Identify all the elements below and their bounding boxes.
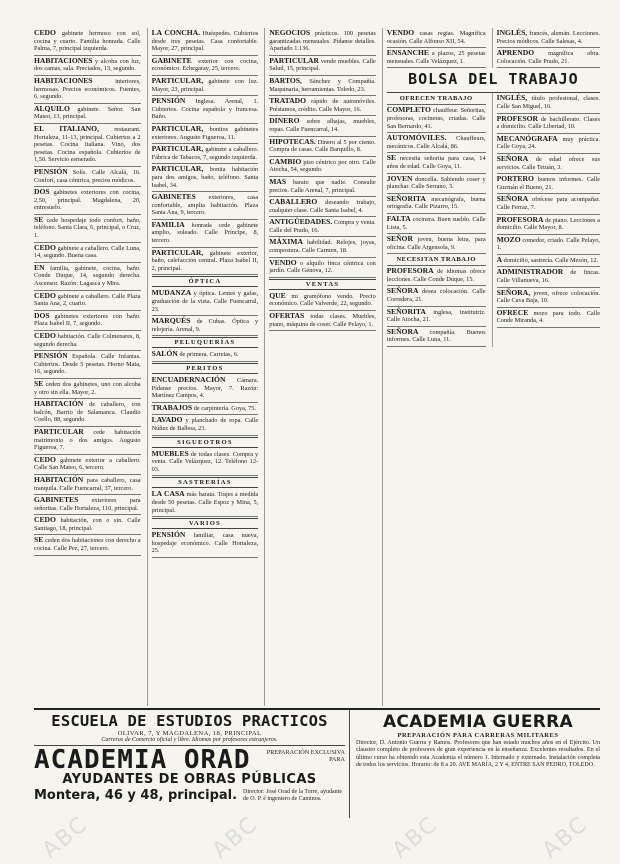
ad-text: inglesa, institutriz. Calle Atocha, 21. bbox=[386, 308, 486, 324]
abc-watermark: ABC bbox=[537, 811, 594, 864]
escuela-title: ESCUELA DE ESTUDIOS PRACTICOS bbox=[51, 712, 328, 730]
ad-lead-word: PARTICULAR bbox=[34, 426, 84, 436]
classified-ad bbox=[269, 197, 376, 217]
academia-guerra-body: Director, D. Antonio Guerra y Ramos. Profesores que han estado muchos años en el Ejército. Un claustro completo de profesores de gran experiencia en la enseñanza. Excelentes resultados. En el último curso ha obtenido esta Academia el número 1. Internado y externado. Instalación completa de todos los servicios. Horario: de 8 a 20. AVE MARÍA, 2 Y 4, ENTRE SAN PEDRO, TOLEDO. bbox=[356, 740, 600, 769]
classified-ad bbox=[269, 237, 376, 257]
classified-columns bbox=[34, 28, 600, 706]
classified-ad bbox=[34, 427, 141, 455]
classified-ad bbox=[34, 187, 141, 215]
orad-prep: PREPARACIÓN EXCLUSIVA PARA bbox=[266, 749, 345, 764]
ad-text: y planchado de ropa. Calle Núñez de Balboa, 23. bbox=[151, 417, 259, 432]
classified-ad bbox=[34, 56, 141, 76]
ad-lead-word: CABALLERO bbox=[269, 197, 318, 207]
ad-lead-word: A bbox=[496, 254, 503, 264]
bolsa-body bbox=[387, 93, 600, 347]
ad-text: Cámara. Pídanse precios. Mayor, 7. Razón: Martínez Campos, 4. bbox=[151, 377, 259, 400]
classified-ad bbox=[387, 28, 486, 48]
ad-text: habitación, con o sin. Calle Santiago, 18, principal. bbox=[34, 517, 141, 532]
classified-ad bbox=[387, 266, 486, 286]
ad-text: Española. Calle Infantas. Cubiertos. Desde 5 pesetas. Horno Mata, 16, segundo. bbox=[34, 353, 141, 376]
bolsa-right bbox=[492, 93, 600, 347]
ad-lead-word: MOZO bbox=[496, 234, 521, 244]
ad-lead-word: ADMINISTRADOR bbox=[496, 267, 564, 277]
classified-ad bbox=[269, 56, 376, 76]
classified-ad bbox=[152, 316, 259, 336]
ad-text: de piano. Lecciones a domicilio. Calle Mayor, 8. bbox=[496, 216, 600, 232]
classified-ad bbox=[34, 495, 141, 515]
ad-lead-word: HIPOTECAS. bbox=[269, 136, 316, 146]
ad-text: de idiomas ofrece lecciones. Calle Conde Duque, 15. bbox=[386, 268, 486, 283]
ad-lead-word: CEDO bbox=[34, 515, 56, 525]
section-heading: ÓPTICA bbox=[152, 276, 259, 287]
ad-lead-word: CAMBIO bbox=[269, 156, 302, 166]
abc-watermark: ABC bbox=[37, 811, 94, 864]
classified-ad bbox=[152, 144, 259, 164]
ad-text: y alcoba con luz, dos camas, sala. Preciados, 13, segundo. bbox=[34, 57, 141, 73]
classified-ad bbox=[34, 379, 141, 399]
section-heading: SASTRERÍAS bbox=[152, 477, 259, 488]
section-heading: VARIOS bbox=[152, 518, 259, 529]
ad-text: de todas clases. Compra y venta. Calle Velázquez, 12. Teléfono 12-03. bbox=[151, 450, 259, 473]
classified-ad bbox=[152, 530, 259, 558]
classified-ad bbox=[269, 291, 376, 311]
ad-text: gabinete con luz. Mayor, 23, principal. bbox=[151, 77, 259, 93]
classified-ad bbox=[152, 164, 259, 192]
column-2 bbox=[147, 28, 259, 706]
ad-lead-word: FALTA bbox=[386, 213, 411, 223]
orad-director: Director: José Orad de la Torre, ayudante de O. P. é ingeniero de Caminos. bbox=[243, 788, 342, 802]
ad-text: piso céntrico por otro. Calle Atocha, 54, segundo. bbox=[269, 158, 376, 174]
abc-watermark: ABC bbox=[207, 811, 264, 864]
ad-lead-word: CEDO bbox=[34, 242, 56, 252]
ad-lead-word: EL ITALIANO, bbox=[34, 123, 99, 133]
orad-title: ACADEMIA ORAD bbox=[34, 745, 251, 775]
classified-ad bbox=[269, 157, 376, 177]
ad-lead-word: JOVEN bbox=[386, 173, 413, 183]
classified-ad bbox=[387, 174, 486, 194]
ad-lead-word: LA CASA bbox=[151, 489, 185, 499]
ad-text: ceden dos habitaciones con derecho a cocina. Calle Pez, 27, tercero. bbox=[34, 537, 141, 553]
classified-ad bbox=[497, 174, 600, 194]
ad-text: muy práctica. Calle Goya, 24. bbox=[496, 135, 600, 151]
ad-text: Huéspedes. Cubiertos desde tres pesetas. Casa confortable. Mayor, 27, principal. bbox=[151, 30, 259, 53]
ad-lead-word: CEDO bbox=[34, 28, 56, 37]
ad-lead-word: PORTERO bbox=[496, 174, 534, 184]
classified-ad bbox=[152, 248, 259, 276]
ad-lead-word: PROFESORA bbox=[386, 266, 434, 276]
ad-text: francés, alemán. Lecciones. Precios módicos. Calle Salesas, 4. bbox=[496, 30, 600, 45]
ad-text: Sánchez y Compañía. Maquinaria, herramientas. Toledo, 23. bbox=[269, 77, 376, 93]
classified-ad bbox=[34, 28, 141, 56]
classified-ad bbox=[497, 93, 600, 113]
classified-ad bbox=[269, 217, 376, 237]
ad-text: gabinete a caballero. Calle Luna, 14, segundo. Buena casa. bbox=[34, 244, 141, 260]
classified-ad bbox=[34, 515, 141, 535]
classified-ad bbox=[269, 177, 376, 197]
classified-ad bbox=[152, 403, 259, 416]
ad-lead-word: ENCUADERNACIÓN bbox=[151, 375, 226, 384]
montera-address: Montera, 46 y 48, principal. bbox=[34, 788, 238, 803]
academia-guerra-title: ACADEMIA GUERRA bbox=[382, 712, 574, 732]
section-heading: PERITOS bbox=[152, 363, 259, 374]
classified-ad bbox=[34, 311, 141, 331]
ad-text: barato que nadie. Consulte precios. Calle Arenal, 7, principal. bbox=[269, 178, 376, 194]
ad-text: de edad ofrece sus servicios. Calle Tetuán, 3. bbox=[496, 155, 600, 171]
classified-ad bbox=[152, 76, 259, 96]
section-heading: SIGUEOTROS bbox=[152, 437, 259, 448]
ad-lead-word: PARTICULAR, bbox=[151, 75, 204, 85]
ad-lead-word: GABINETES bbox=[151, 192, 196, 202]
ad-text: cocinera. Buen sueldo. Calle Lista, 5. bbox=[386, 215, 486, 231]
classified-ad bbox=[387, 105, 486, 133]
ad-lead-word: INGLÉS, bbox=[496, 28, 528, 37]
classified-ad bbox=[34, 291, 141, 311]
ad-text: joven, ofrece colocación. Calle Cava Baja, 10. bbox=[496, 289, 600, 305]
ad-lead-word: SEÑORA bbox=[386, 286, 419, 296]
classified-ad bbox=[152, 124, 259, 144]
ad-lead-word: PENSIÓN bbox=[34, 351, 68, 361]
ad-text: interiores, hermosas. Precios económicos. Fuentes, 6, segundo. bbox=[34, 77, 141, 101]
classified-ad bbox=[387, 48, 486, 68]
ad-lead-word: PARTICULAR bbox=[269, 55, 319, 65]
classified-ad bbox=[34, 455, 141, 475]
ad-text: rápido de automóviles. Préstamos, crédito. Calle Mayor, 16. bbox=[269, 98, 376, 113]
classified-ad bbox=[152, 349, 259, 362]
ad-text: para caballero, casa tranquila. Calle Fuencarral, 37, tercero. bbox=[34, 476, 141, 492]
classified-ad bbox=[152, 28, 259, 56]
classified-ad bbox=[387, 234, 486, 254]
ad-text: habitación. Calle Colmenares, 8, segundo derecha. bbox=[34, 333, 141, 348]
ad-text: restaurant. Hortaleza, 11-13, principal. Cubiertos a 2 pesetas. Cocina italiana. Vino, dos pesetas. Cocina española. Cubiertos de 1,50. Servicio esmerado. bbox=[34, 125, 141, 164]
classified-ad bbox=[387, 153, 486, 173]
ad-lead-word: SE bbox=[34, 214, 44, 224]
ad-lead-word: MUDANZA bbox=[151, 288, 192, 298]
ad-lead-word: HABITACIONES bbox=[34, 55, 93, 65]
ad-lead-word: SEÑORA, bbox=[496, 287, 531, 297]
column-1 bbox=[34, 28, 141, 706]
ad-lead-word: HABITACIONES bbox=[34, 75, 93, 85]
column-4 bbox=[382, 28, 600, 706]
ad-text: de carpintería. Goya, 75. bbox=[193, 404, 256, 412]
subsection-heading: OFRECEN TRABAJO bbox=[387, 93, 486, 105]
ad-text: bonita habitación para dos amigos, baño, teléfono. Santa Isabel, 34. bbox=[151, 166, 259, 189]
column-3 bbox=[264, 28, 376, 706]
classified-ad bbox=[387, 307, 486, 327]
ad-text: joven, buena letra, para oficina. Calle Argensola, 9. bbox=[386, 236, 486, 251]
ad-lead-word: PARTICULAR, bbox=[151, 144, 204, 154]
top-ads-right bbox=[492, 28, 600, 68]
classified-ad bbox=[497, 28, 600, 48]
classified-ad bbox=[34, 104, 141, 124]
ad-text: título profesional, clases. Calle San Miguel, 16. bbox=[496, 95, 600, 110]
ad-lead-word: QUE bbox=[269, 290, 286, 300]
ad-text: gabinete a caballero. Calle Plaza Santa Ana, 2, cuarto. bbox=[34, 292, 141, 308]
ad-lead-word: SEÑORITA bbox=[386, 306, 426, 316]
ad-text: gabinetes exteriores con baño. Plaza Isabel II, 7, segundo. bbox=[34, 312, 141, 328]
classified-ad bbox=[269, 76, 376, 96]
escuela-note: Carreras de Comercio oficial y libre. Idiomas por profesores extranjeros. bbox=[101, 737, 278, 743]
classified-ad bbox=[152, 96, 259, 124]
ad-lead-word: MAS bbox=[269, 176, 287, 186]
classified-ad bbox=[497, 134, 600, 154]
ad-lead-word: PENSIÓN bbox=[34, 166, 68, 176]
ad-lead-word: MECANÓGRAFA bbox=[496, 133, 558, 143]
ad-lead-word: MARQUÉS bbox=[151, 316, 191, 326]
ad-text: chauffeur. Señoritas, profesoras, cocineras, criadas. Calle San Bernardo, 41. bbox=[386, 107, 486, 130]
ad-text: ceden dos gabinetes, uno con alcoba y otro sin ella. Mayor, 2. bbox=[34, 380, 141, 396]
classified-ad bbox=[497, 154, 600, 174]
ayudantes-title: AYUDANTES DE OBRAS PÚBLICAS bbox=[62, 772, 317, 787]
classified-ad bbox=[34, 263, 141, 291]
ad-lead-word: GABINETES bbox=[34, 495, 79, 505]
ad-lead-word: DOS bbox=[34, 310, 50, 320]
classified-ad bbox=[34, 331, 141, 351]
ad-text: Inglesa. Arenal, 1. Cubiertos. Cocina española y francesa. Baño. bbox=[151, 98, 259, 121]
abc-watermark: ABC bbox=[387, 811, 444, 864]
ad-text: ofrécese para acompañar. Calle Ferraz, 7. bbox=[496, 196, 600, 211]
ad-lead-word: PROFESOR bbox=[496, 113, 538, 123]
classified-ad bbox=[387, 327, 486, 347]
ad-lead-word: SE bbox=[34, 378, 44, 388]
ad-lead-word: VENDO bbox=[386, 28, 415, 37]
ad-lead-word: EN bbox=[34, 262, 45, 272]
ad-lead-word: PARTICULAR, bbox=[151, 123, 204, 133]
ad-text: sobre alhajas, muebles, ropas. Calle Fuencarral, 14. bbox=[269, 118, 376, 133]
ad-lead-word: SE bbox=[386, 153, 397, 163]
ad-lead-word: LAVADO bbox=[151, 415, 183, 425]
ad-text: Chauffeurs, mecánicos. Calle Alcalá, 86. bbox=[386, 135, 486, 150]
ad-lead-word: MUEBLES bbox=[151, 448, 189, 458]
ad-text: deseando trabajo, cualquier clase. Calle Santa Isabel, 4. bbox=[269, 199, 376, 214]
ad-lead-word: CEDO bbox=[34, 454, 56, 464]
ad-text: gabinete hermoso con sol, cocina y cuarto. Familia honrada. Calle Palma, 7, principal izquierda. bbox=[34, 30, 141, 53]
ad-text: todas clases. Muebles, piano, máquina de coser. Calle Pelayo, 1. bbox=[269, 313, 376, 328]
academia-guerra-subtitle: PREPARACIÓN PARA CARRERAS MILITARES bbox=[397, 732, 559, 739]
classified-ad bbox=[497, 267, 600, 287]
ad-lead-word: SALÓN bbox=[151, 349, 178, 359]
classified-ad bbox=[34, 124, 141, 167]
ad-text: exteriores para señoritas. Calle Hortaleza, 110, principal. bbox=[34, 497, 141, 512]
ad-lead-word: DOS bbox=[34, 187, 50, 197]
ad-text: de primera. Carretas, 6. bbox=[179, 351, 239, 359]
classified-ad bbox=[497, 194, 600, 214]
ad-lead-word: SEÑORA bbox=[496, 153, 529, 163]
classified-ad bbox=[269, 116, 376, 136]
classified-ad bbox=[269, 311, 376, 331]
ad-text: Dinero al 5 por ciento. Compra de casas. Calle Barquillo, 8. bbox=[269, 138, 376, 154]
ad-lead-word: PROFESORA bbox=[496, 214, 544, 224]
ad-lead-word: CEDO bbox=[34, 290, 56, 300]
subsection-heading: NECESITAN TRABAJO bbox=[387, 254, 486, 266]
ad-lead-word: DINERO bbox=[269, 116, 300, 126]
classified-ad bbox=[34, 167, 141, 187]
ad-lead-word: AUTOMÓVILES. bbox=[386, 133, 447, 143]
ad-text: vende muebles. Calle Salud, 15, principal. bbox=[269, 57, 376, 73]
ad-lead-word: VENDO bbox=[269, 257, 297, 267]
classified-ad bbox=[152, 489, 259, 517]
ad-text: cede habitación matrimonio o dos amigos. Augusto Figueroa, 7. bbox=[34, 428, 141, 452]
ad-lead-word: TRATADO bbox=[269, 96, 307, 106]
classified-ad bbox=[387, 133, 486, 153]
ad-text: comedor, criado. Calle Pelayo, 1. bbox=[496, 236, 600, 252]
classified-ad bbox=[269, 258, 376, 278]
ad-text: exteriores, casa confortable, amplia habitación. Plaza Santa Ana, 9, tercero. bbox=[151, 194, 259, 217]
classified-ad bbox=[387, 214, 486, 234]
ad-text: gabinete exterior, baño, calefacción central. Plaza Isabel II, 2, principal. bbox=[151, 249, 259, 272]
ad-lead-word: BARTOS, bbox=[269, 75, 302, 85]
classified-ad bbox=[152, 375, 259, 403]
ad-lead-word: FAMILIA bbox=[151, 219, 185, 229]
classified-ad bbox=[497, 255, 600, 268]
classified-ad bbox=[152, 56, 259, 76]
ad-text: mecanógrafa, buena ortografía. Calle Pizarro, 15. bbox=[386, 195, 486, 211]
ad-text: gabinete exterior a caballero. Calle San Mateo, 6, tercero. bbox=[34, 456, 141, 472]
classified-ad bbox=[497, 288, 600, 308]
ad-text: gabinetes exteriores con cocina, 2,50, principal. Magdalena, 20, entresuelo. bbox=[34, 189, 141, 212]
ad-text: cede hospedaje todo confort, baño, teléfono. Santa Clara, 6, principal, o Cruz, 1. bbox=[34, 216, 141, 240]
classified-ad bbox=[34, 351, 141, 379]
classified-ad bbox=[387, 194, 486, 214]
ad-lead-word: COMPLETO bbox=[386, 105, 431, 115]
classified-ad bbox=[152, 449, 259, 477]
bolsa-del-trabajo-title: BOLSA DEL TRABAJO bbox=[387, 68, 600, 93]
ad-text: casas regias. Magnífica ocasión. Calle Alfonso XII, 54. bbox=[386, 30, 486, 45]
classified-ad bbox=[497, 215, 600, 235]
bottom-ads bbox=[34, 708, 600, 818]
ad-text: mozo para todo. Calle Conde Miranda, 4. bbox=[496, 309, 600, 325]
classified-ad bbox=[497, 235, 600, 255]
ad-text: de bachillerato. Clases a domicilio. Calle Libertad, 10. bbox=[496, 115, 600, 131]
ad-lead-word: OFERTAS bbox=[269, 311, 305, 321]
classified-ad bbox=[269, 137, 376, 157]
classified-ad bbox=[497, 308, 600, 328]
ad-lead-word: PENSIÓN bbox=[151, 530, 186, 540]
ad-text: más barata. Trajes a medida desde 50 pesetas. Calle Espoz y Mina, 5, principal. bbox=[151, 491, 259, 514]
ad-lead-word: NEGOCIOS bbox=[269, 28, 311, 37]
academia-guerra-block bbox=[350, 710, 600, 818]
ad-lead-word: PENSIÓN bbox=[151, 96, 186, 106]
ad-text: magnífica obra. Colocación. Calle Prado, 21. bbox=[496, 50, 600, 65]
section-heading: PELUQUERÍAS bbox=[152, 337, 259, 348]
classified-ad bbox=[497, 114, 600, 134]
ad-text: de caballero, con balcón, Barrio de Salamanca. Claudio Coello, 88, segundo. bbox=[34, 401, 141, 424]
ad-text: y óptica. Lentes y gafas, graduación de la vista. Calle Fuencarral, 23. bbox=[151, 290, 259, 313]
montera-row bbox=[34, 788, 345, 803]
escuela-address: OLIVAR, 7, Y MAGDALENA, 18, PRINCIPAL bbox=[117, 730, 262, 737]
ad-lead-word: CEDO bbox=[34, 331, 56, 340]
classified-ad bbox=[34, 399, 141, 427]
orad-row bbox=[34, 745, 345, 773]
bolsa-left bbox=[387, 93, 486, 347]
ad-text: familia, gabinete, cocina, baño. Conde Duque, 14, segundo derecha. Ascensor. Razón: Lagasca y Mira. bbox=[34, 264, 141, 288]
ad-text: necesita señorita para casa, 14 años de edad. Calle Goya, 11. bbox=[386, 155, 486, 170]
ad-text: domicilio, sastrería. Calle Mesón, 12. bbox=[503, 256, 599, 264]
ad-lead-word: SE bbox=[34, 535, 44, 545]
escuela-orad-block bbox=[34, 710, 350, 818]
ad-lead-word: APRENDO bbox=[496, 48, 535, 58]
ad-lead-word: OFRECE bbox=[496, 307, 529, 317]
ad-text: honrada cede gabinete amplio, soleado. Calle Príncipe, 8, tercero. bbox=[151, 221, 259, 245]
ad-lead-word: LA CONCHA. bbox=[151, 28, 201, 37]
classified-ad bbox=[387, 286, 486, 306]
classified-ad bbox=[152, 415, 259, 435]
ad-text: mi gramófono vendo. Precio económico. Calle Valverde, 22, segundo. bbox=[269, 292, 376, 308]
ad-lead-word: INGLÉS, bbox=[496, 93, 528, 103]
classified-ad bbox=[34, 76, 141, 104]
ad-lead-word: HABITACIÓN bbox=[34, 474, 84, 484]
ad-lead-word: TRABAJOS bbox=[151, 402, 193, 412]
classified-ad bbox=[34, 535, 141, 555]
ad-text: compañía. Buenos informes. Calle Luna, 11. bbox=[386, 328, 486, 344]
ad-text: o alquilo finca céntrica con jardín. Calle Génova, 12. bbox=[269, 259, 376, 275]
ad-text: Compra y venta. Calle del Prado, 16. bbox=[269, 219, 376, 234]
ad-lead-word: ENSANCHE bbox=[386, 48, 429, 58]
classified-ad bbox=[269, 28, 376, 56]
classified-ad bbox=[497, 48, 600, 68]
classified-ad bbox=[152, 192, 259, 220]
ad-lead-word: SEÑORA bbox=[496, 194, 529, 204]
ad-text: gabinete a caballero. Fábrica de Tabacos, 7, segundo izquierda. bbox=[151, 146, 259, 161]
ad-text: buenos informes. Calle Guzmán el Bueno, 21. bbox=[496, 176, 600, 191]
ad-text: prácticos. 100 pesetas garantizadas mensuales. Pídanse detalles. Apartado 1.136. bbox=[269, 30, 376, 53]
classified-ad bbox=[152, 220, 259, 248]
ad-lead-word: HABITACIÓN bbox=[34, 399, 84, 409]
ad-lead-word: PARTICULAR, bbox=[151, 164, 204, 174]
classified-ad bbox=[269, 96, 376, 116]
ad-text: familiar, casa nueva, hospedaje económico. Calle Hortaleza, 25. bbox=[151, 532, 259, 555]
top-ads-row bbox=[387, 28, 600, 68]
ad-text: Solís. Calle Alcalá, 16. Confort, casa céntrica, precios módicos. bbox=[34, 168, 141, 184]
classified-ad bbox=[34, 475, 141, 495]
ad-text: gabinete. Señor. San Mateo, 13, principal. bbox=[34, 105, 141, 121]
ad-lead-word: ANTIGÜEDADES. bbox=[269, 217, 333, 227]
ad-text: bonitos gabinetes exteriores. Augusto Figueroa, 11. bbox=[151, 125, 259, 141]
ad-text: habilidad. Relojes, joyas, compostura. Calle Carmen, 18. bbox=[269, 239, 376, 255]
ad-text: desea colocación. Calle Corredera, 21. bbox=[386, 288, 486, 304]
ad-text: a plazos, 25 pesetas mensuales. Calle Velázquez, 1. bbox=[386, 50, 486, 65]
ad-text: doncella. Sabiendo coser y planchar. Calle Serrano, 3. bbox=[386, 175, 486, 191]
classified-ad bbox=[34, 243, 141, 263]
ad-lead-word: PARTICULAR, bbox=[151, 247, 204, 257]
ad-lead-word: MÁXIMA bbox=[269, 237, 303, 247]
ad-lead-word: SEÑOR bbox=[386, 234, 413, 244]
ad-lead-word: GABINETE bbox=[151, 55, 192, 65]
ad-lead-word: ALQUILO bbox=[34, 103, 70, 113]
classified-ad bbox=[152, 288, 259, 316]
ad-text: de fincas. Calle Villanueva, 16. bbox=[496, 269, 600, 285]
classified-ad bbox=[34, 215, 141, 243]
ad-text: de Cubas. Óptica y relojería. Arenal, 9. bbox=[151, 318, 259, 333]
ad-lead-word: SEÑORITA bbox=[386, 193, 426, 203]
section-heading: VENTAS bbox=[269, 279, 376, 290]
ad-text: exterior con cocina, económico. Echegaray, 25, tercero. bbox=[151, 57, 259, 73]
ad-lead-word: SEÑORA bbox=[386, 326, 419, 336]
top-ads-left bbox=[387, 28, 486, 68]
